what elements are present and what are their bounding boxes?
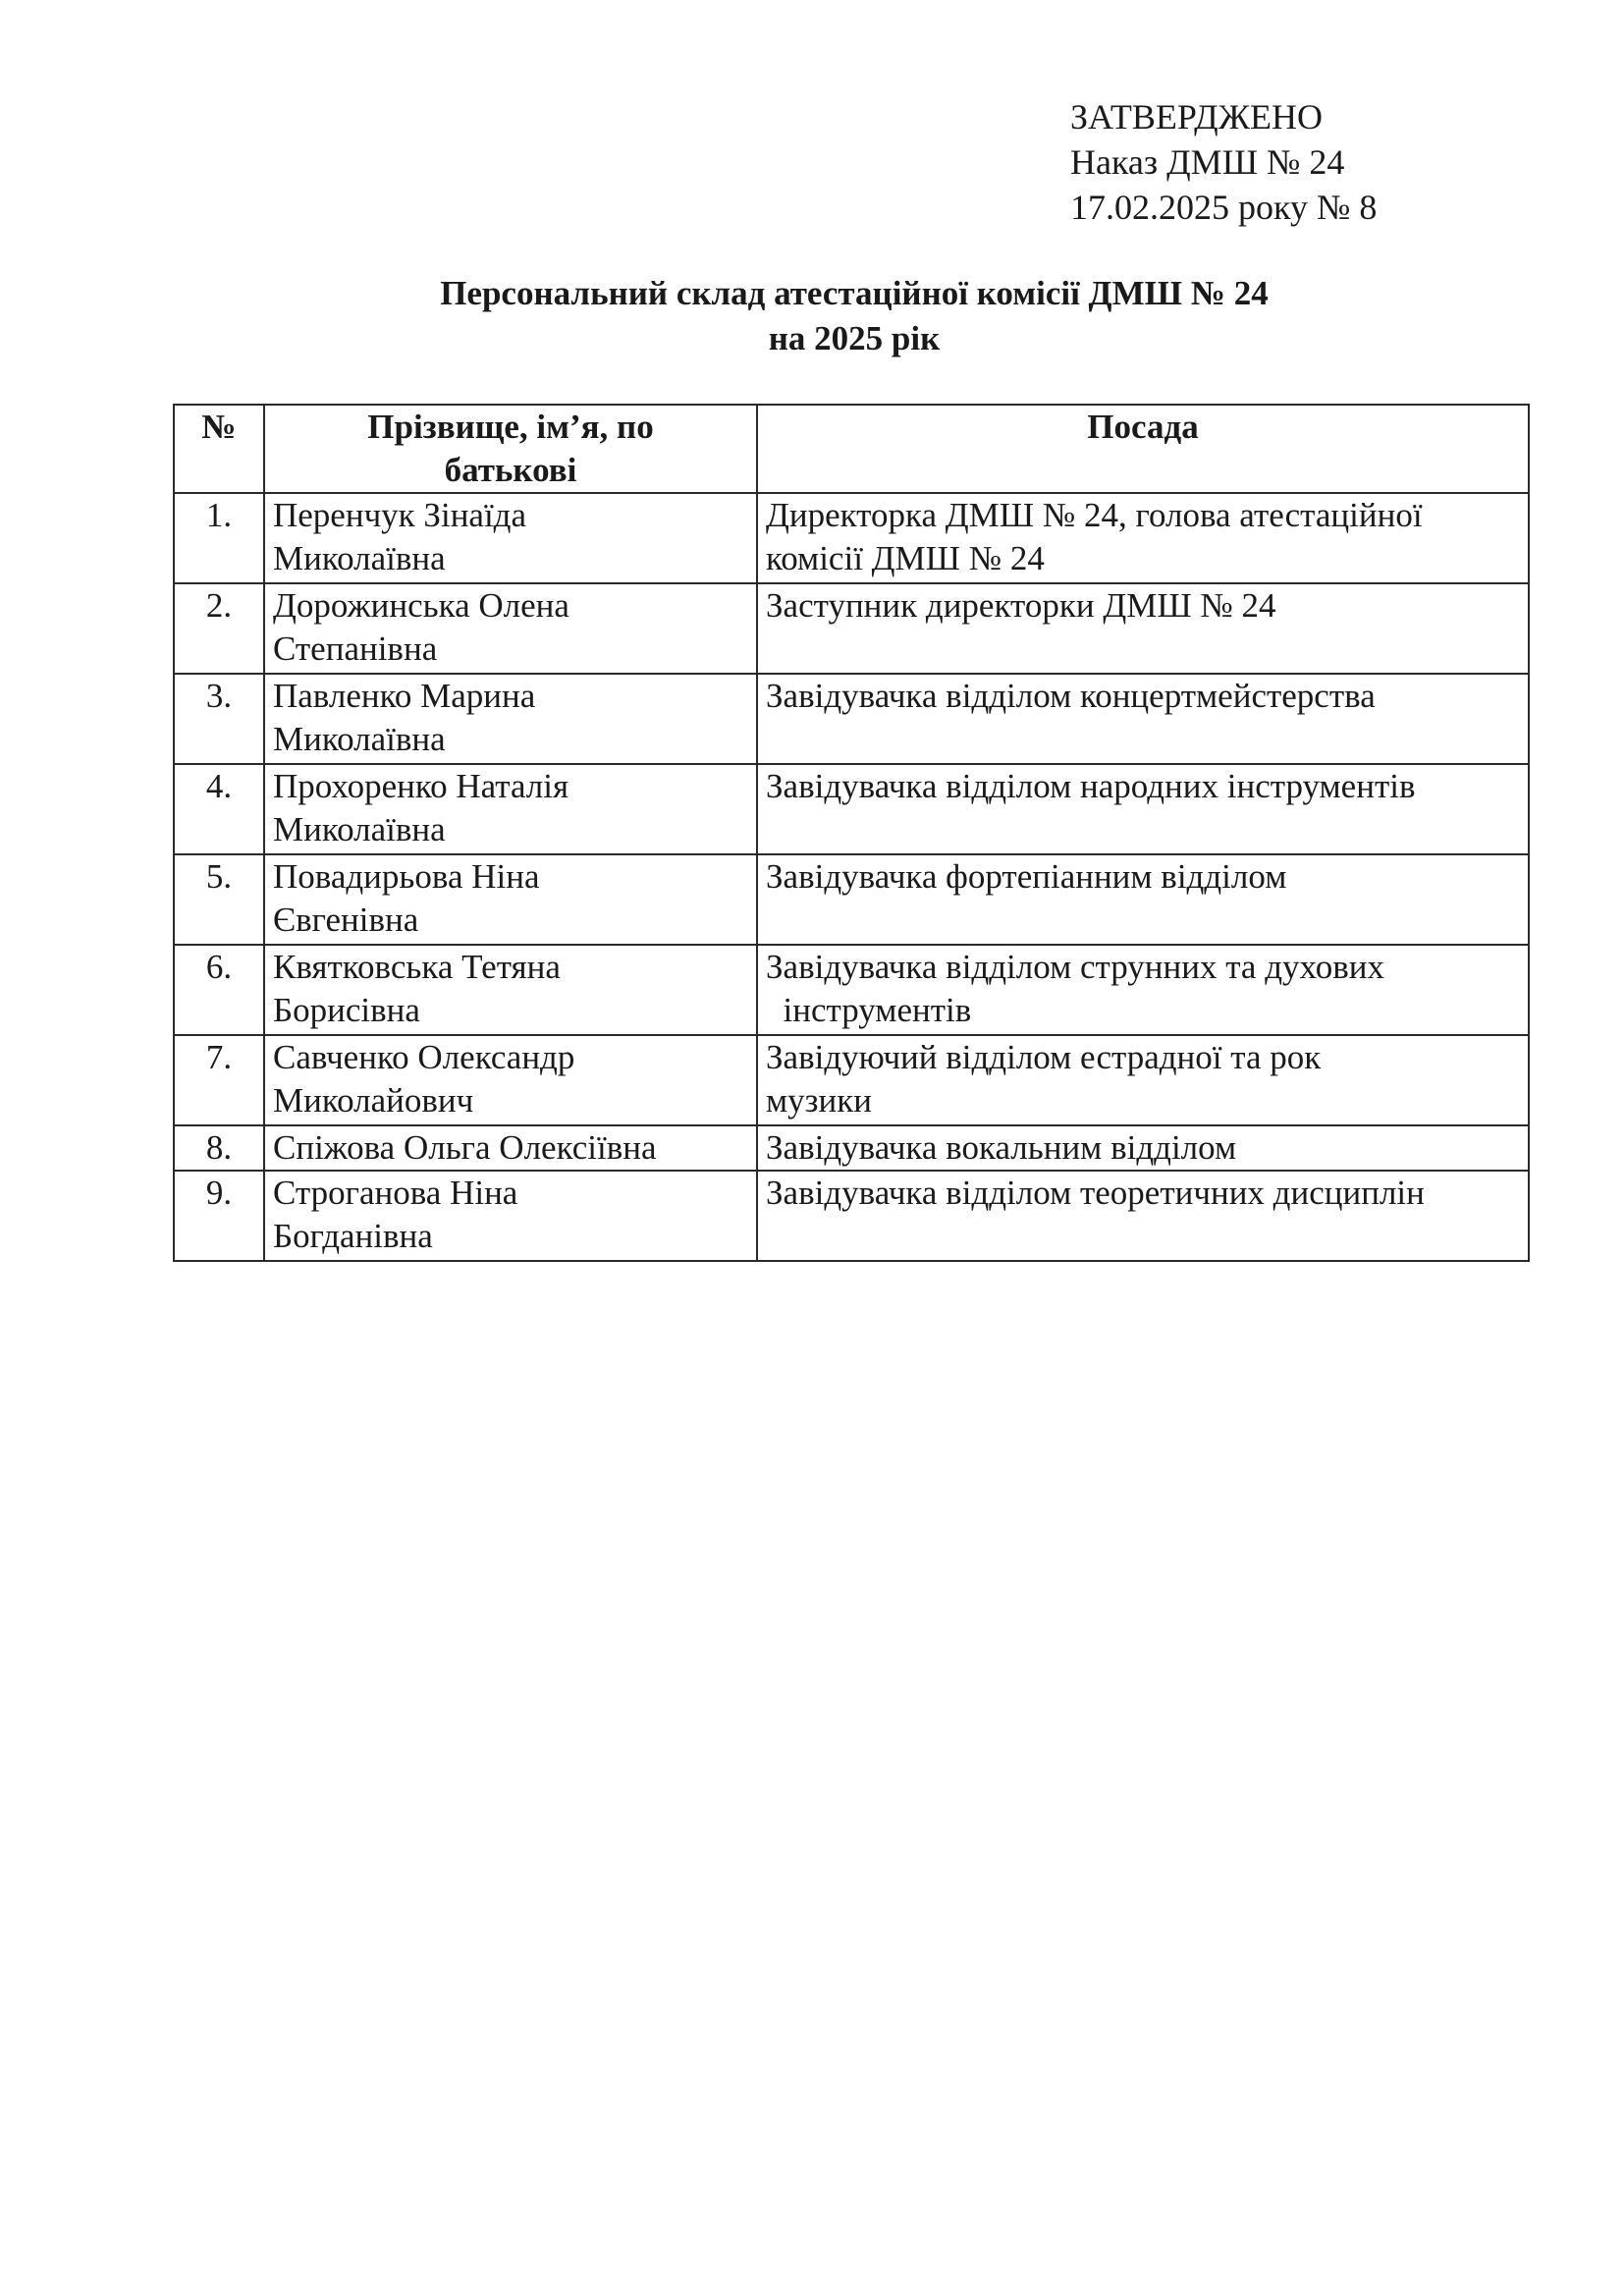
row-name-line-1: Перенчук Зінаїда bbox=[273, 496, 527, 534]
commission-table bbox=[173, 404, 1530, 1262]
row-name-line-1: Спіжова Ольга Олексіївна bbox=[273, 1128, 657, 1167]
approval-label: ЗАТВЕРДЖЕНО bbox=[1070, 97, 1323, 137]
row-name bbox=[264, 674, 757, 764]
row-name-line-2: Миколайович bbox=[273, 1081, 474, 1120]
row-number: 5. bbox=[174, 854, 264, 945]
row-name-line-1: Прохоренко Наталія bbox=[273, 767, 569, 805]
row-position-line-1: Заступник директорки ДМШ № 24 bbox=[766, 586, 1276, 625]
row-position-line-2: інструментів bbox=[766, 991, 972, 1029]
row-number: 9. bbox=[174, 1171, 264, 1261]
row-number: 3. bbox=[174, 674, 264, 764]
row-number: 1. bbox=[174, 493, 264, 583]
row-position bbox=[757, 1125, 1529, 1171]
row-name bbox=[264, 854, 757, 945]
approval-stamp bbox=[1070, 94, 1377, 230]
approval-order: Наказ ДМШ № 24 bbox=[1070, 142, 1345, 182]
row-name-line-2: Миколаївна bbox=[273, 810, 446, 848]
row-position-line-1: Директорка ДМШ № 24, голова атестаційної bbox=[766, 496, 1423, 534]
row-position-line-2: комісії ДМШ № 24 bbox=[766, 539, 1045, 577]
row-position-line-1: Завідувачка відділом концертмейстерства bbox=[766, 677, 1376, 715]
row-name-line-1: Повадирьова Ніна bbox=[273, 857, 540, 896]
row-name-line-1: Квятковська Тетяна bbox=[273, 948, 561, 986]
row-name-line-1: Павленко Марина bbox=[273, 677, 536, 715]
approval-date: 17.02.2025 року № 8 bbox=[1070, 188, 1378, 227]
row-name-line-1: Савченко Олександр bbox=[273, 1038, 575, 1076]
row-name-line-1: Дорожинська Олена bbox=[273, 586, 569, 625]
table-row bbox=[174, 1125, 1529, 1171]
row-name bbox=[264, 1035, 757, 1125]
row-name-line-2: Борисівна bbox=[273, 991, 420, 1029]
row-number: 4. bbox=[174, 764, 264, 854]
document-title bbox=[0, 271, 1624, 361]
row-position bbox=[757, 674, 1529, 764]
table-row bbox=[174, 854, 1529, 945]
header-name bbox=[264, 405, 757, 493]
table-row bbox=[174, 1035, 1529, 1125]
header-position: Посада bbox=[757, 405, 1529, 493]
row-position-line-1: Завідувачка відділом струнних та духових bbox=[766, 948, 1384, 986]
row-name-line-2: Степанівна bbox=[273, 629, 438, 668]
row-name-line-2: Миколаївна bbox=[273, 539, 446, 577]
table-header-row bbox=[174, 405, 1529, 493]
row-name-line-1: Строганова Ніна bbox=[273, 1174, 518, 1212]
title-line-1: Персональний склад атестаційної комісії ДМШ № 24 bbox=[440, 274, 1269, 312]
table-row bbox=[174, 945, 1529, 1035]
row-name bbox=[264, 493, 757, 583]
table-row bbox=[174, 583, 1529, 674]
row-name-line-2: Богданівна bbox=[273, 1217, 433, 1255]
row-name bbox=[264, 945, 757, 1035]
row-position bbox=[757, 764, 1529, 854]
title-line-2: на 2025 рік bbox=[768, 319, 941, 357]
row-name bbox=[264, 1125, 757, 1171]
row-position-line-1: Завідувачка відділом народних інструментів bbox=[766, 767, 1416, 805]
table-row bbox=[174, 764, 1529, 854]
row-number: 7. bbox=[174, 1035, 264, 1125]
row-position-line-1: Завідувачка відділом теоретичних дисциплін bbox=[766, 1174, 1425, 1212]
row-number: 8. bbox=[174, 1125, 264, 1171]
row-name bbox=[264, 764, 757, 854]
row-position bbox=[757, 1035, 1529, 1125]
row-number: 2. bbox=[174, 583, 264, 674]
row-position bbox=[757, 945, 1529, 1035]
row-position bbox=[757, 583, 1529, 674]
row-position-line-1: Завідувачка фортепіанним відділом bbox=[766, 857, 1287, 896]
header-name-line-2: батькові bbox=[444, 451, 577, 489]
row-name-line-2: Миколаївна bbox=[273, 720, 446, 758]
header-name-line-1: Прізвище, ім’я, по bbox=[367, 408, 654, 446]
row-position bbox=[757, 1171, 1529, 1261]
row-number: 6. bbox=[174, 945, 264, 1035]
table-row bbox=[174, 674, 1529, 764]
row-position-line-1: Завідуючий відділом естрадної та рок bbox=[766, 1038, 1322, 1076]
row-position bbox=[757, 493, 1529, 583]
row-position-line-2: музики bbox=[766, 1081, 872, 1120]
row-name-line-2: Євгенівна bbox=[273, 901, 419, 939]
table-row bbox=[174, 1171, 1529, 1261]
row-position-line-1: Завідувачка вокальним відділом bbox=[766, 1128, 1237, 1167]
header-number: № bbox=[174, 405, 264, 493]
row-name bbox=[264, 1171, 757, 1261]
row-position bbox=[757, 854, 1529, 945]
row-name bbox=[264, 583, 757, 674]
table-row bbox=[174, 493, 1529, 583]
